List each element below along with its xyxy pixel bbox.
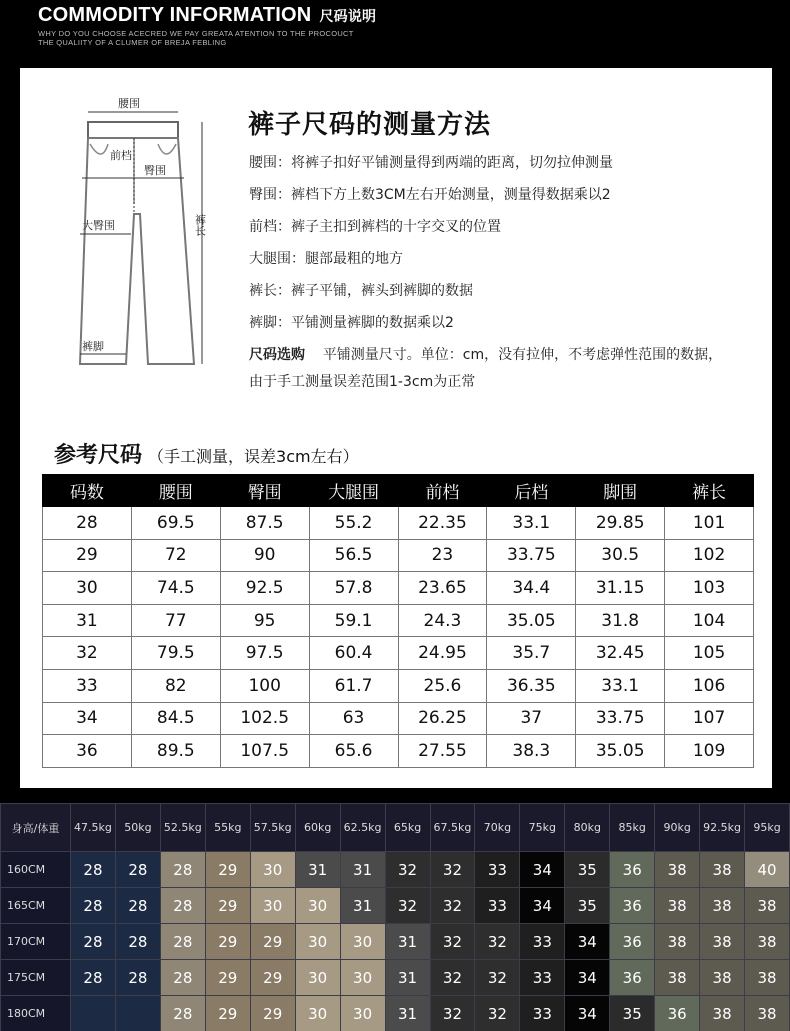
size-cell: 35.05 — [487, 604, 576, 637]
size-cell: 57.8 — [309, 572, 398, 605]
size-cell: 107 — [665, 702, 754, 735]
hw-size-cell: 28 — [160, 996, 205, 1031]
hw-size-cell: 30 — [250, 888, 295, 924]
size-cell: 23.65 — [398, 572, 487, 605]
hw-size-cell: 28 — [115, 888, 160, 924]
size-cell: 95 — [220, 604, 309, 637]
header-title-en: COMMODITY INFORMATION — [38, 4, 312, 26]
hw-size-cell: 32 — [430, 960, 475, 996]
waistband-shape — [88, 122, 178, 138]
hw-size-cell: 28 — [160, 960, 205, 996]
size-cell: 28 — [43, 507, 132, 540]
size-col-header: 裤长 — [665, 475, 754, 507]
table-row — [43, 507, 754, 540]
size-cell: 24.95 — [398, 637, 487, 670]
hw-height-label: 160CM — [1, 852, 71, 888]
method-line-waist: 腰围：将裤子扣好平铺测量得到两端的距离，切勿拉伸测量 — [249, 155, 613, 171]
hw-size-cell: 29 — [250, 960, 295, 996]
method-title: 裤子尺码的测量方法 — [248, 110, 492, 140]
table-row — [1, 888, 790, 924]
size-cell: 36.35 — [487, 669, 576, 702]
size-cell: 106 — [665, 669, 754, 702]
hw-size-cell: 30 — [250, 852, 295, 888]
table-row — [43, 572, 754, 605]
table-row — [43, 539, 754, 572]
content-panel — [20, 68, 772, 788]
hw-corner-header: 身高/体重 — [1, 804, 71, 852]
size-cell: 33.1 — [487, 507, 576, 540]
hw-size-cell: 35 — [610, 996, 655, 1031]
size-cell: 97.5 — [220, 637, 309, 670]
hw-size-cell: 29 — [205, 960, 250, 996]
hw-size-cell — [71, 996, 116, 1031]
hw-weight-header: 90kg — [655, 804, 700, 852]
hw-weight-header: 65kg — [385, 804, 430, 852]
size-cell: 74.5 — [131, 572, 220, 605]
size-cell: 25.6 — [398, 669, 487, 702]
size-cell: 31.8 — [576, 604, 665, 637]
size-cell: 59.1 — [309, 604, 398, 637]
table-row — [43, 637, 754, 670]
hw-size-cell: 28 — [71, 852, 116, 888]
size-col-header: 脚围 — [576, 475, 665, 507]
hw-weight-header: 70kg — [475, 804, 520, 852]
size-cell: 23 — [398, 539, 487, 572]
size-cell: 92.5 — [220, 572, 309, 605]
hw-size-cell: 36 — [610, 888, 655, 924]
size-cell: 29.85 — [576, 507, 665, 540]
size-cell: 30.5 — [576, 539, 665, 572]
size-cell: 24.3 — [398, 604, 487, 637]
header-subtitle-2: THE QUALIITY OF A CLUMER OF BREJA FEBLING — [38, 38, 227, 47]
method-guide-text2: 由于手工测量误差范围1-3cm为正常 — [249, 374, 476, 390]
hw-grid-body — [1, 852, 790, 1031]
hw-size-cell: 30 — [340, 960, 385, 996]
size-cell: 29 — [43, 539, 132, 572]
hw-size-cell: 35 — [565, 852, 610, 888]
waist-label: 腰围 — [118, 97, 140, 110]
pants-outline — [80, 138, 194, 364]
hw-size-cell: 38 — [745, 996, 790, 1031]
size-cell: 90 — [220, 539, 309, 572]
size-cell: 69.5 — [131, 507, 220, 540]
hw-size-cell: 38 — [655, 960, 700, 996]
hw-size-cell: 31 — [385, 960, 430, 996]
size-cell: 30 — [43, 572, 132, 605]
size-cell: 101 — [665, 507, 754, 540]
hw-size-cell: 28 — [160, 852, 205, 888]
hw-size-cell: 36 — [610, 852, 655, 888]
method-line-front-rise: 前档：裤子主扣到裤档的十字交叉的位置 — [249, 219, 501, 235]
size-cell: 31 — [43, 604, 132, 637]
size-cell: 87.5 — [220, 507, 309, 540]
hw-size-cell: 28 — [115, 960, 160, 996]
size-cell: 31.15 — [576, 572, 665, 605]
size-cell: 33 — [43, 669, 132, 702]
hw-size-cell: 34 — [520, 852, 565, 888]
size-cell: 32.45 — [576, 637, 665, 670]
hw-size-cell: 29 — [205, 852, 250, 888]
size-cell: 60.4 — [309, 637, 398, 670]
hip-label: 臀围 — [144, 164, 166, 177]
hw-size-cell: 32 — [430, 852, 475, 888]
size-cell: 107.5 — [220, 735, 309, 768]
hw-size-cell — [115, 996, 160, 1031]
hw-size-cell: 38 — [745, 888, 790, 924]
size-cell: 102.5 — [220, 702, 309, 735]
size-table — [42, 474, 754, 768]
hw-weight-header: 95kg — [745, 804, 790, 852]
size-cell: 33.75 — [487, 539, 576, 572]
size-cell: 32 — [43, 637, 132, 670]
hw-weight-header: 57.5kg — [250, 804, 295, 852]
pocket-left — [90, 144, 108, 154]
hw-size-cell: 31 — [340, 852, 385, 888]
size-cell: 102 — [665, 539, 754, 572]
hw-size-cell: 29 — [250, 996, 295, 1031]
size-cell: 36 — [43, 735, 132, 768]
reference-title-text: 参考尺码 — [54, 443, 143, 468]
hw-size-cell: 30 — [295, 924, 340, 960]
hw-size-cell: 38 — [655, 852, 700, 888]
size-cell: 35.7 — [487, 637, 576, 670]
hw-weight-header: 80kg — [565, 804, 610, 852]
size-cell: 22.35 — [398, 507, 487, 540]
header-title — [38, 4, 376, 27]
hw-size-cell: 38 — [700, 852, 745, 888]
size-cell: 84.5 — [131, 702, 220, 735]
size-cell: 37 — [487, 702, 576, 735]
table-row — [43, 702, 754, 735]
length-label: 裤长 — [193, 214, 207, 236]
size-cell: 34.4 — [487, 572, 576, 605]
hw-size-cell: 28 — [71, 888, 116, 924]
hw-size-cell: 28 — [115, 852, 160, 888]
hw-size-cell: 30 — [295, 888, 340, 924]
hw-size-cell: 32 — [430, 996, 475, 1031]
hw-size-cell: 30 — [295, 996, 340, 1031]
hw-size-cell: 32 — [475, 996, 520, 1031]
size-cell: 109 — [665, 735, 754, 768]
table-row — [1, 996, 790, 1031]
size-cell: 89.5 — [131, 735, 220, 768]
size-cell: 103 — [665, 572, 754, 605]
method-line-hem: 裤脚：平铺测量裤脚的数据乘以2 — [249, 315, 454, 331]
hw-size-cell: 38 — [700, 888, 745, 924]
hw-size-cell: 38 — [745, 924, 790, 960]
size-cell: 55.2 — [309, 507, 398, 540]
hw-size-cell: 33 — [520, 924, 565, 960]
table-row — [1, 960, 790, 996]
method-guide-label: 尺码选购 — [249, 347, 305, 363]
hw-size-cell: 33 — [520, 996, 565, 1031]
size-cell: 82 — [131, 669, 220, 702]
hw-size-cell: 35 — [565, 888, 610, 924]
size-cell: 72 — [131, 539, 220, 572]
hw-size-cell: 34 — [565, 924, 610, 960]
hw-size-cell: 28 — [160, 888, 205, 924]
hw-weight-header: 52.5kg — [160, 804, 205, 852]
hw-height-label: 175CM — [1, 960, 71, 996]
size-cell: 63 — [309, 702, 398, 735]
size-cell: 105 — [665, 637, 754, 670]
hw-size-cell: 38 — [700, 924, 745, 960]
table-row — [43, 735, 754, 768]
front-rise-label: 前档 — [110, 149, 132, 162]
pants-diagram — [68, 94, 218, 374]
size-col-header: 前档 — [398, 475, 487, 507]
hw-size-cell: 38 — [655, 888, 700, 924]
size-col-header: 腰围 — [131, 475, 220, 507]
hw-weight-header: 85kg — [610, 804, 655, 852]
table-row — [1, 852, 790, 888]
hw-weight-header: 55kg — [205, 804, 250, 852]
hw-size-cell: 32 — [430, 888, 475, 924]
hw-size-cell: 31 — [385, 924, 430, 960]
pocket-right — [158, 144, 176, 154]
size-cell: 56.5 — [309, 539, 398, 572]
size-table-body — [43, 507, 754, 768]
reference-subtitle: （手工测量，误差3cm左右） — [148, 447, 359, 466]
hw-weight-header: 67.5kg — [430, 804, 475, 852]
hw-size-cell: 29 — [250, 924, 295, 960]
size-cell: 65.6 — [309, 735, 398, 768]
method-line-length: 裤长：裤子平铺，裤头到裤脚的数据 — [249, 283, 473, 299]
hw-size-cell: 29 — [205, 888, 250, 924]
hw-size-cell: 32 — [385, 888, 430, 924]
thigh-label: 大臀围 — [82, 219, 115, 232]
table-row — [1, 924, 790, 960]
size-cell: 27.55 — [398, 735, 487, 768]
hw-weight-header: 60kg — [295, 804, 340, 852]
hw-size-cell: 36 — [655, 996, 700, 1031]
method-line-thigh: 大腿围：腿部最粗的地方 — [249, 251, 403, 267]
hem-label: 裤脚 — [82, 340, 104, 353]
hw-size-cell: 32 — [475, 924, 520, 960]
hw-size-cell: 28 — [71, 960, 116, 996]
hw-size-cell: 28 — [115, 924, 160, 960]
hw-size-cell: 36 — [610, 924, 655, 960]
size-col-header: 码数 — [43, 475, 132, 507]
hw-weight-header: 47.5kg — [71, 804, 116, 852]
size-cell: 33.1 — [576, 669, 665, 702]
hw-size-cell: 31 — [295, 852, 340, 888]
hw-size-cell: 30 — [340, 924, 385, 960]
hw-size-cell: 38 — [700, 996, 745, 1031]
header-subtitle-1: WHY DO YOU CHOOSE ACECRED WE PAY GREATA ATENTION TO THE PROCOUCT — [38, 29, 354, 38]
hw-size-cell: 31 — [385, 996, 430, 1031]
size-cell: 33.75 — [576, 702, 665, 735]
hw-size-cell: 28 — [71, 924, 116, 960]
hw-height-label: 165CM — [1, 888, 71, 924]
hw-size-cell: 29 — [205, 924, 250, 960]
header-title-cn: 尺码说明 — [319, 9, 377, 25]
hw-size-cell: 38 — [655, 924, 700, 960]
hw-size-cell: 34 — [565, 960, 610, 996]
hw-size-cell: 32 — [475, 960, 520, 996]
hw-size-cell: 33 — [475, 852, 520, 888]
hw-size-cell: 30 — [295, 960, 340, 996]
header — [0, 0, 790, 68]
hw-grid-header — [1, 804, 790, 852]
size-cell: 104 — [665, 604, 754, 637]
table-row — [43, 604, 754, 637]
hw-weight-header: 75kg — [520, 804, 565, 852]
method-guide — [249, 344, 722, 364]
hw-height-label: 170CM — [1, 924, 71, 960]
hw-size-cell: 32 — [385, 852, 430, 888]
hw-size-cell: 28 — [160, 924, 205, 960]
size-col-header: 后档 — [487, 475, 576, 507]
hw-size-cell: 34 — [520, 888, 565, 924]
hw-size-cell: 29 — [205, 996, 250, 1031]
hw-size-cell: 40 — [745, 852, 790, 888]
hw-size-cell: 32 — [430, 924, 475, 960]
method-guide-text1: 平铺测量尺寸。单位：cm，没有拉伸，不考虑弹性范围的数据， — [322, 347, 723, 363]
size-cell: 100 — [220, 669, 309, 702]
hw-size-cell: 38 — [700, 960, 745, 996]
table-row — [43, 669, 754, 702]
hw-weight-header: 92.5kg — [700, 804, 745, 852]
size-cell: 38.3 — [487, 735, 576, 768]
hw-size-cell: 30 — [340, 996, 385, 1031]
hw-size-cell: 38 — [745, 960, 790, 996]
hw-weight-header: 62.5kg — [340, 804, 385, 852]
hw-size-cell: 33 — [520, 960, 565, 996]
hw-size-cell: 36 — [610, 960, 655, 996]
size-cell: 79.5 — [131, 637, 220, 670]
size-cell: 77 — [131, 604, 220, 637]
hw-size-cell: 33 — [475, 888, 520, 924]
hw-height-label: 180CM — [1, 996, 71, 1031]
hw-size-cell: 31 — [340, 888, 385, 924]
size-cell: 35.05 — [576, 735, 665, 768]
size-table-header — [43, 475, 754, 507]
hw-weight-header: 50kg — [115, 804, 160, 852]
hw-size-cell: 34 — [565, 996, 610, 1031]
size-col-header: 大腿围 — [309, 475, 398, 507]
size-cell: 34 — [43, 702, 132, 735]
size-cell: 61.7 — [309, 669, 398, 702]
size-cell: 26.25 — [398, 702, 487, 735]
height-weight-grid — [0, 803, 790, 1031]
method-line-hip: 臀围：裤档下方上数3CM左右开始测量，测量得数据乘以2 — [249, 187, 611, 203]
reference-title — [54, 438, 359, 469]
size-col-header: 臀围 — [220, 475, 309, 507]
